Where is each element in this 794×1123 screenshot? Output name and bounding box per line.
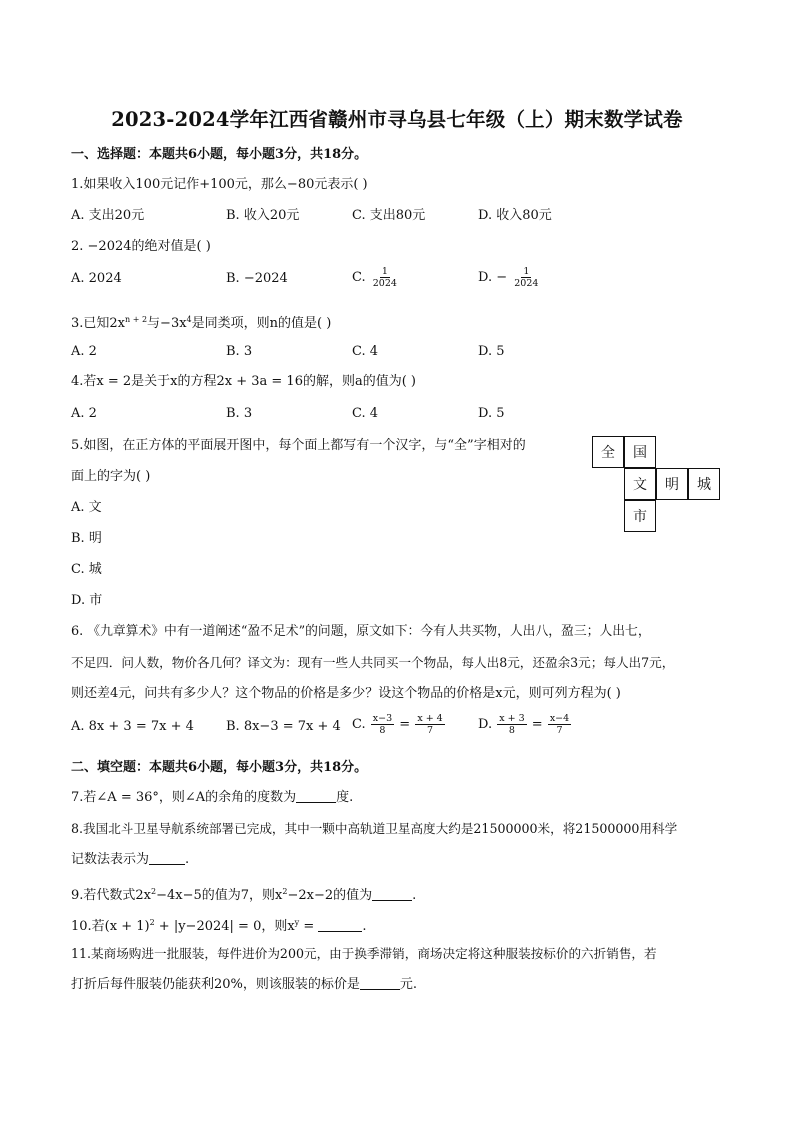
fraction bbox=[371, 266, 399, 289]
question-3-option-b: B. 3 bbox=[226, 344, 253, 359]
cube-face-ming: 明 bbox=[656, 468, 688, 500]
question-8-line-2 bbox=[71, 851, 189, 869]
question-9 bbox=[71, 883, 416, 905]
exponent: 2 bbox=[282, 887, 288, 896]
question-text: 10.若(x + 1) bbox=[71, 919, 150, 934]
denominator: 2024 bbox=[372, 278, 397, 289]
answer-blank[interactable] bbox=[372, 888, 412, 901]
question-3-option-c: C. 4 bbox=[352, 344, 379, 359]
denominator: 7 bbox=[556, 725, 563, 736]
question-text: −2x−2的值为 bbox=[287, 888, 373, 903]
question-4-stem: 4.若x = 2是关于x的方程2x + 3a = 16的解，则a的值为( ) bbox=[71, 374, 417, 389]
numerator: x−3 bbox=[372, 713, 393, 724]
question-5-stem-line-2: 面上的字为( ) bbox=[71, 469, 151, 484]
stem-part: 是同类项，则n的值是( ) bbox=[191, 316, 332, 331]
section-2-heading: 二、填空题：本题共6小题，每小题3分，共18分。 bbox=[71, 760, 368, 775]
denominator: 2024 bbox=[514, 278, 539, 289]
question-5-stem-line-1: 5.如图，在正方体的平面展开图中，每个面上都写有一个汉字，与“全”字相对的 bbox=[71, 438, 526, 453]
denominator: 8 bbox=[379, 725, 386, 736]
stem-part: 与−3x bbox=[147, 316, 187, 331]
cube-face-quan: 全 bbox=[592, 436, 624, 468]
question-1-option-b: B. 收入20元 bbox=[226, 208, 300, 223]
question-3-option-d: D. 5 bbox=[478, 344, 505, 359]
fraction bbox=[415, 713, 444, 736]
question-6-option-d bbox=[478, 713, 572, 736]
exponent: 2 bbox=[151, 887, 157, 896]
question-2-option-c bbox=[352, 266, 400, 289]
option-c-label: C. bbox=[352, 270, 366, 285]
question-6-line-1: 6. 《九章算术》中有一道阐述“盈不足术”的问题，原文如下：今有人共买物，人出八，盈三；人出七， bbox=[71, 624, 651, 639]
question-text: 7.若∠A = 36°，则∠A的余角的度数为 bbox=[71, 790, 297, 805]
question-5-option-b: B. 明 bbox=[71, 531, 102, 546]
question-text: . bbox=[412, 888, 417, 903]
denominator: 8 bbox=[508, 725, 515, 736]
numerator: x−4 bbox=[549, 713, 570, 724]
question-2-stem: 2. −2024的绝对值是( ) bbox=[71, 239, 211, 254]
question-1-option-d: D. 收入80元 bbox=[478, 208, 552, 223]
exponent: 4 bbox=[186, 315, 192, 324]
answer-blank[interactable] bbox=[149, 852, 185, 865]
question-text: = bbox=[299, 919, 319, 934]
exponent: n + 2 bbox=[125, 315, 148, 324]
numerator: 1 bbox=[523, 266, 530, 277]
fraction bbox=[548, 713, 571, 736]
answer-blank[interactable] bbox=[296, 790, 336, 803]
option-c-label: C. bbox=[352, 717, 366, 732]
equals-sign: = bbox=[531, 717, 543, 732]
exponent: y bbox=[294, 918, 300, 927]
cube-face-wen: 文 bbox=[624, 468, 656, 500]
question-text: 9.若代数式2x bbox=[71, 888, 152, 903]
question-5-option-a: A. 文 bbox=[71, 500, 102, 515]
question-1-option-a: A. 支出20元 bbox=[71, 208, 145, 223]
answer-blank[interactable] bbox=[318, 919, 362, 932]
cube-face-cheng: 城 bbox=[688, 468, 720, 500]
question-2-option-b: B. −2024 bbox=[226, 271, 288, 286]
option-d-label: D. − bbox=[478, 270, 508, 285]
question-text: . bbox=[185, 852, 190, 867]
question-10 bbox=[71, 914, 367, 936]
cube-face-guo: 国 bbox=[624, 436, 656, 468]
stem-part: 3.已知2x bbox=[71, 316, 126, 331]
cube-net-diagram bbox=[592, 436, 720, 534]
fraction bbox=[371, 713, 394, 736]
cube-face-shi: 市 bbox=[624, 500, 656, 532]
question-2-option-a: A. 2024 bbox=[71, 271, 122, 286]
question-2-option-d bbox=[478, 266, 541, 289]
question-6-option-c bbox=[352, 713, 446, 736]
question-4-option-a: A. 2 bbox=[71, 406, 97, 421]
question-text: 记数法表示为 bbox=[71, 852, 150, 867]
fraction bbox=[512, 266, 540, 289]
question-5-option-d: D. 市 bbox=[71, 593, 103, 608]
answer-blank[interactable] bbox=[360, 977, 400, 990]
question-text: 度. bbox=[336, 790, 354, 805]
question-text: −4x−5的值为7，则x bbox=[156, 888, 283, 903]
question-3-stem bbox=[71, 311, 331, 333]
question-1-stem: 1.如果收入100元记作+100元，那么−80元表示( ) bbox=[71, 177, 368, 192]
question-11-line-1: 11.某商场购进一批服装，每件进价为200元，由于换季滞销，商场决定将这种服装按标价的六折销售，若 bbox=[71, 946, 657, 961]
equals-sign: = bbox=[399, 717, 411, 732]
fraction bbox=[497, 713, 526, 736]
question-text: . bbox=[362, 919, 367, 934]
question-1-option-c: C. 支出80元 bbox=[352, 208, 426, 223]
denominator: 7 bbox=[427, 725, 434, 736]
question-4-option-b: B. 3 bbox=[226, 406, 253, 421]
question-6-option-b: B. 8x−3 = 7x + 4 bbox=[226, 719, 341, 734]
numerator: x + 3 bbox=[499, 713, 525, 724]
question-5-option-c: C. 城 bbox=[71, 562, 102, 577]
exponent: 2 bbox=[149, 918, 155, 927]
question-6-line-3: 则还差4元，问共有多少人？这个物品的价格是多少？设这个物品的价格是x元，则可列方程为( ) bbox=[71, 686, 621, 701]
question-text: 元. bbox=[399, 977, 418, 992]
numerator: x + 4 bbox=[417, 713, 443, 724]
question-6-option-a: A. 8x + 3 = 7x + 4 bbox=[71, 719, 194, 734]
numerator: 1 bbox=[381, 266, 388, 277]
question-6-line-2: 不足四．问人数，物价各几何？译文为：现有一些人共同买一个物品，每人出8元，还盈余3元；每人出7元， bbox=[71, 655, 675, 670]
question-7 bbox=[71, 789, 353, 807]
question-3-option-a: A. 2 bbox=[71, 344, 97, 359]
section-1-heading: 一、选择题：本题共6小题，每小题3分，共18分。 bbox=[71, 147, 368, 162]
question-4-option-d: D. 5 bbox=[478, 406, 505, 421]
question-8-line-1: 8.我国北斗卫星导航系统部署已完成，其中一颗中高轨道卫星高度大约是21500000米，将21500000用科学 bbox=[71, 821, 678, 836]
question-text: + |y−2024| = 0，则x bbox=[154, 919, 295, 934]
exam-title: 2023-2024学年江西省赣州市寻乌县七年级（上）期末数学试卷 bbox=[111, 108, 683, 131]
question-text: 打折后每件服装仍能获利20%，则该服装的标价是 bbox=[71, 977, 360, 992]
question-11-line-2 bbox=[71, 976, 417, 994]
question-4-option-c: C. 4 bbox=[352, 406, 379, 421]
option-d-label: D. bbox=[478, 717, 493, 732]
